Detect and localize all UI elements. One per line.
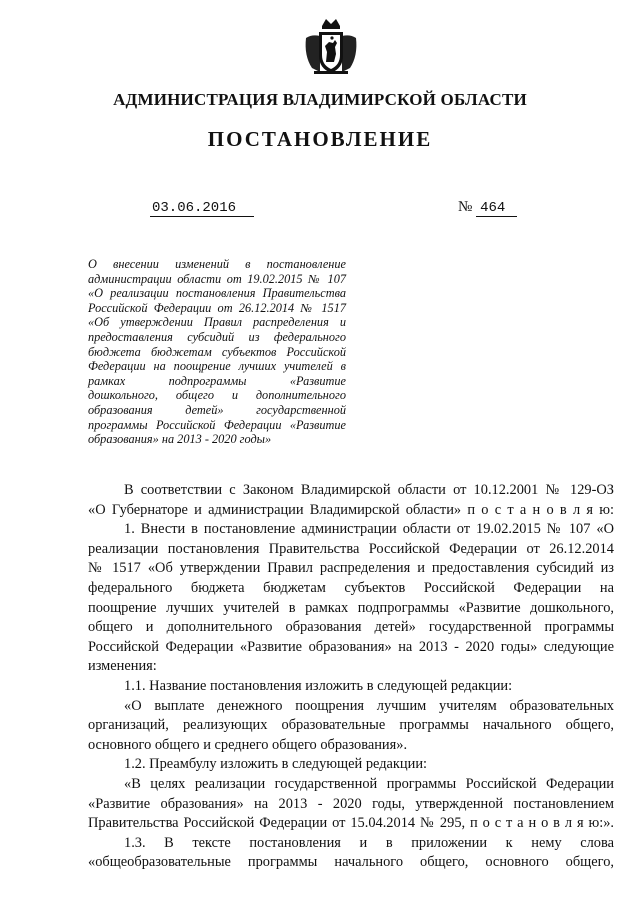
subject-line: администрации области от 19.02.2015 № 107 — [88, 271, 346, 286]
body-line: «общеобразовательные программы начального общего, основного общего, — [88, 854, 614, 871]
body-line: 1.2. Преамбулу изложить в следующей редакции: — [124, 756, 428, 773]
body-line: № 1517 «Об утверждении Правил распределения и предоставления субсидий из — [88, 560, 614, 577]
body-line: Российской Федерации «Развитие образования» на 2013 - 2020 годы» следующие — [88, 638, 614, 655]
document-date: 03.06.2016 — [150, 200, 254, 217]
document-type-title: ПОСТАНОВЛЕНИЕ — [207, 127, 433, 151]
subject-line: «О реализации постановления Правительства — [88, 286, 346, 301]
body-line: реализации постановления Правительства Российской Федерации от 26.12.2014 — [88, 540, 614, 557]
coat-of-arms-icon — [302, 16, 360, 76]
document-number — [458, 199, 517, 216]
body-line: Правительства Российской Федерации от 15.04.2014 № 295, п о с т а н о в л я ю:». — [88, 815, 614, 832]
body-line: «Развитие образования» на 2013 - 2020 годы, утвержденной постановлением — [88, 795, 614, 812]
body-line: «О Губернаторе и администрации Владимирской области» п о с т а н о в л я ю: — [88, 501, 614, 518]
subject-line: предоставления субсидий из федерального — [88, 329, 346, 344]
subject-line: «Об утверждении Правил распределения и — [88, 315, 346, 330]
body-line: поощрение лучших учителей в рамках подпрограммы «Развитие дошкольного, — [88, 599, 614, 616]
subject-line: образования детей» государственной — [88, 402, 346, 417]
body-line: изменения: — [88, 658, 157, 675]
subject-line: Федерации на поощрение лучших учителей в — [88, 359, 346, 374]
body-line: общего и дополнительного образования детей» государственной программы — [88, 619, 614, 636]
body-line: «В целях реализации государственной программы Российской Федерации — [124, 775, 614, 792]
organization-name: АДМИНИСТРАЦИЯ ВЛАДИМИРСКОЙ ОБЛАСТИ — [113, 90, 527, 109]
subject-line: Российской Федерации от 26.12.2014 № 1517 — [88, 300, 346, 315]
body-line: основного общего и среднего общего образования». — [88, 736, 408, 753]
document-subject — [88, 257, 346, 447]
body-line: организаций, реализующих образовательные программы начального общего, — [88, 717, 614, 734]
body-line: 1.3. В тексте постановления и в приложении к нему слова — [124, 834, 614, 851]
subject-line: бюджета бюджетам субъектов Российской — [88, 344, 346, 359]
subject-line: программы Российской Федерации «Развитие — [88, 417, 346, 432]
subject-line: дошкольного, общего и дополнительного — [88, 388, 346, 403]
subject-line: образования» на 2013 - 2020 годы» — [88, 432, 272, 447]
number-label: № — [458, 199, 473, 215]
body-line: В соответствии с Законом Владимирской области от 10.12.2001 № 129-ОЗ — [124, 482, 614, 498]
document-body — [88, 481, 614, 873]
number-value: 464 — [476, 200, 517, 217]
body-line: 1. Внести в постановление администрации области от 19.02.2015 № 107 «О — [124, 521, 614, 538]
body-line: 1.1. Название постановления изложить в следующей редакции: — [124, 677, 513, 694]
subject-line: О внесении изменений в постановление — [88, 257, 346, 271]
body-line: «О выплате денежного поощрения лучшим учителям образовательных — [124, 697, 614, 714]
body-line: федерального бюджета бюджетам субъектов Российской Федерации на — [88, 579, 614, 596]
subject-line: рамках подпрограммы «Развитие — [88, 373, 346, 388]
